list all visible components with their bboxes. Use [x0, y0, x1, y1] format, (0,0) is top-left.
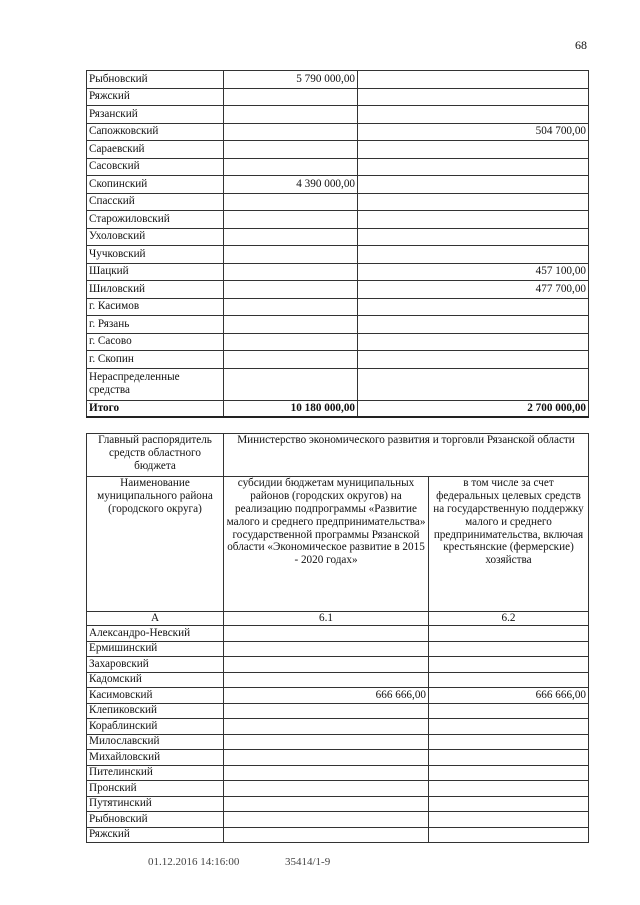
msp-subsidy-table: [86, 433, 589, 843]
amount-cell: [358, 333, 589, 351]
header-row-columns: [87, 477, 589, 612]
municipality-name: Ермишинский: [87, 641, 224, 657]
amount-cell: [358, 88, 589, 106]
table-row: [87, 298, 589, 316]
table-row: [87, 246, 589, 264]
amount-cell: [224, 734, 429, 750]
amount-cell: 477 700,00: [358, 281, 589, 299]
amount-cell: 10 180 000,00: [224, 400, 358, 417]
municipality-name: Шиловский: [87, 281, 224, 299]
table-row: [87, 281, 589, 299]
amount-cell: [358, 158, 589, 176]
municipality-name: Рыбновский: [87, 812, 224, 828]
amount-cell: [358, 193, 589, 211]
column-header-subsidy: субсидии бюджетам муниципальных районов (городских округов) на реализацию подпрограммы «Развитие малого и среднего предпринимательства» государственной программы Рязанской области «Экономическое развитие в 2015 - 2020 годах»: [224, 477, 429, 612]
amount-cell: [429, 672, 589, 688]
amount-cell: [224, 316, 358, 334]
amount-cell: [224, 298, 358, 316]
amount-cell: [224, 263, 358, 281]
table-row: [87, 400, 589, 417]
table-row: [87, 88, 589, 106]
municipality-name: Рыбновский: [87, 71, 224, 89]
table-row: [87, 333, 589, 351]
municipality-name: Рязанский: [87, 106, 224, 124]
page-number: 68: [575, 38, 587, 52]
municipality-name: Нераспределенные средства: [87, 368, 224, 400]
amount-cell: 457 100,00: [358, 263, 589, 281]
table-row: [87, 672, 589, 688]
municipality-name: Милославский: [87, 734, 224, 750]
municipality-name: Захаровский: [87, 657, 224, 673]
amount-cell: [358, 351, 589, 369]
municipality-name: Ряжский: [87, 827, 224, 843]
amount-cell: [224, 141, 358, 159]
amount-cell: 666 666,00: [224, 688, 429, 704]
amount-cell: [358, 246, 589, 264]
column-code-row: [87, 612, 589, 626]
amount-cell: [358, 316, 589, 334]
municipality-name: Сараевский: [87, 141, 224, 159]
amount-cell: [224, 351, 358, 369]
municipality-name: Пронский: [87, 781, 224, 797]
amount-cell: [224, 750, 429, 766]
footer-doc-id: 35414/1-9: [285, 856, 331, 868]
column-code-6-1: 6.1: [224, 612, 429, 626]
municipality-name: Пителинский: [87, 765, 224, 781]
municipality-name: Клепиковский: [87, 703, 224, 719]
amount-cell: [429, 703, 589, 719]
municipality-name: Чучковский: [87, 246, 224, 264]
amount-cell: [429, 812, 589, 828]
table-row: [87, 827, 589, 843]
amount-cell: [224, 281, 358, 299]
table-row: [87, 176, 589, 194]
table-row: [87, 750, 589, 766]
amount-cell: [358, 298, 589, 316]
table-row: [87, 193, 589, 211]
table-row: [87, 688, 589, 704]
column-header-municipality: Наименование муниципального района (городского округа): [87, 477, 224, 612]
table-row: [87, 734, 589, 750]
amount-cell: [358, 71, 589, 89]
table-row: [87, 351, 589, 369]
table-row: [87, 368, 589, 400]
municipality-name: Итого: [87, 400, 224, 417]
table-row: [87, 765, 589, 781]
amount-cell: [224, 765, 429, 781]
table-row: [87, 719, 589, 735]
table-row: [87, 781, 589, 797]
table-row: [87, 641, 589, 657]
municipality-name: Скопинский: [87, 176, 224, 194]
amount-cell: [224, 246, 358, 264]
amount-cell: [429, 626, 589, 642]
municipality-name: Старожиловский: [87, 211, 224, 229]
table-row: [87, 316, 589, 334]
municipality-name: Сапожковский: [87, 123, 224, 141]
amount-cell: [429, 657, 589, 673]
column-code-6-2: 6.2: [429, 612, 589, 626]
amount-cell: [224, 812, 429, 828]
amount-cell: [358, 228, 589, 246]
table-row: [87, 123, 589, 141]
municipality-name: Спасский: [87, 193, 224, 211]
municipality-name: Ряжский: [87, 88, 224, 106]
amount-cell: [429, 641, 589, 657]
amount-cell: [224, 88, 358, 106]
funding-table-continued: [86, 70, 589, 418]
table-row: [87, 657, 589, 673]
amount-cell: [358, 368, 589, 400]
table-row: [87, 211, 589, 229]
amount-cell: [224, 368, 358, 400]
amount-cell: [429, 781, 589, 797]
amount-cell: [224, 703, 429, 719]
amount-cell: [224, 193, 358, 211]
municipality-name: г. Касимов: [87, 298, 224, 316]
amount-cell: [224, 211, 358, 229]
amount-cell: [224, 333, 358, 351]
municipality-name: Кадомский: [87, 672, 224, 688]
amount-cell: [429, 734, 589, 750]
municipality-name: г. Рязань: [87, 316, 224, 334]
municipality-name: г. Скопин: [87, 351, 224, 369]
table-row: [87, 228, 589, 246]
table-row: [87, 106, 589, 124]
column-header-federal: в том числе за счет федеральных целевых средств на государственную поддержку малого и среднего предпринимательства, включая крестьянские (фермерские) хозяйства: [429, 477, 589, 612]
amount-cell: [429, 750, 589, 766]
table-row: [87, 263, 589, 281]
municipality-name: Кораблинский: [87, 719, 224, 735]
header-row-distributor: [87, 434, 589, 477]
amount-cell: 2 700 000,00: [358, 400, 589, 417]
amount-cell: [224, 626, 429, 642]
amount-cell: 666 666,00: [429, 688, 589, 704]
amount-cell: [224, 106, 358, 124]
municipality-name: Александро-Невский: [87, 626, 224, 642]
table-row: [87, 141, 589, 159]
amount-cell: [224, 158, 358, 176]
amount-cell: [224, 719, 429, 735]
amount-cell: [224, 781, 429, 797]
amount-cell: [429, 796, 589, 812]
table-row: [87, 158, 589, 176]
amount-cell: [224, 228, 358, 246]
table-row: [87, 626, 589, 642]
municipality-name: Шацкий: [87, 263, 224, 281]
municipality-name: Касимовский: [87, 688, 224, 704]
footer-timestamp: 01.12.2016 14:16:00: [148, 856, 240, 868]
table-row: [87, 796, 589, 812]
amount-cell: 5 790 000,00: [224, 71, 358, 89]
municipality-name: г. Сасово: [87, 333, 224, 351]
amount-cell: [224, 123, 358, 141]
column-code-a: А: [87, 612, 224, 626]
amount-cell: [358, 176, 589, 194]
amount-cell: [429, 827, 589, 843]
amount-cell: [358, 141, 589, 159]
table-row: [87, 812, 589, 828]
amount-cell: [358, 211, 589, 229]
amount-cell: [224, 796, 429, 812]
amount-cell: [224, 672, 429, 688]
amount-cell: [429, 719, 589, 735]
municipality-name: Сасовский: [87, 158, 224, 176]
amount-cell: 4 390 000,00: [224, 176, 358, 194]
amount-cell: [429, 765, 589, 781]
municipality-name: Михайловский: [87, 750, 224, 766]
amount-cell: [224, 827, 429, 843]
header-distributor-label: Главный распорядитель средств областного бюджета: [87, 434, 224, 477]
amount-cell: [358, 106, 589, 124]
municipality-name: Путятинский: [87, 796, 224, 812]
amount-cell: 504 700,00: [358, 123, 589, 141]
table-row: [87, 71, 589, 89]
header-ministry: Министерство экономического развития и торговли Рязанской области: [224, 434, 589, 477]
table-row: [87, 703, 589, 719]
municipality-name: Ухоловский: [87, 228, 224, 246]
amount-cell: [224, 641, 429, 657]
amount-cell: [224, 657, 429, 673]
